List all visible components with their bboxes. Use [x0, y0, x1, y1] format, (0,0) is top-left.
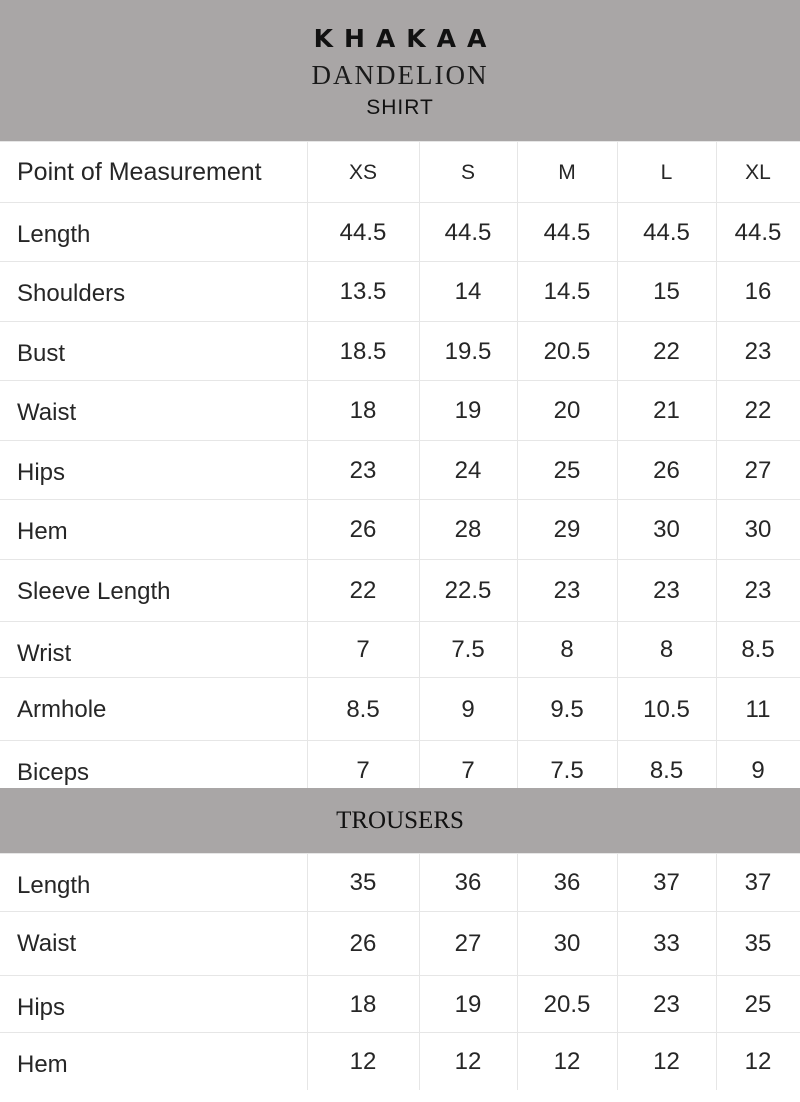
measurement-value: 26: [349, 930, 377, 957]
measurement-value: 44.5: [444, 218, 492, 246]
column-divider: [419, 622, 420, 678]
measurement-value: 18: [349, 990, 377, 1018]
column-divider: [419, 441, 420, 500]
column-divider: [419, 854, 420, 912]
measurement-value: 23: [653, 577, 680, 604]
measurement-value: 8.5: [649, 756, 684, 784]
measurement-value: 7.5: [550, 756, 584, 784]
measurement-value: 30: [744, 516, 772, 543]
table-header-row: [0, 141, 800, 203]
measurement-value: 29: [553, 516, 581, 543]
measurement-value: 13.5: [339, 278, 387, 305]
column-header-label: Point of Measurement: [17, 158, 262, 186]
measurement-value: 22: [744, 397, 772, 424]
column-divider: [307, 142, 308, 203]
column-divider: [517, 142, 518, 203]
column-divider: [517, 622, 518, 678]
measurement-value: 9: [461, 695, 475, 723]
measurement-value: 20: [553, 397, 581, 424]
measurement-value: 18.5: [339, 337, 387, 365]
measurement-value: 12: [553, 1047, 581, 1075]
measurement-value: 26: [653, 456, 680, 484]
column-divider: [716, 560, 717, 622]
trousers-section-title: TROUSERS: [0, 788, 800, 853]
measurement-value: 44.5: [339, 218, 387, 246]
measurement-label: Waist: [17, 930, 77, 957]
brand-logo: KHAKAA: [313, 24, 498, 53]
measurement-value: 20.5: [543, 990, 591, 1018]
column-divider: [517, 678, 518, 741]
measurement-label: Hips: [17, 994, 66, 1021]
column-divider: [716, 381, 717, 441]
table-row: [0, 440, 800, 500]
measurement-value: 28: [454, 516, 482, 543]
measurement-value: 44.5: [543, 218, 591, 246]
size-header-xs: XS: [348, 160, 377, 184]
measurement-value: 20.5: [543, 337, 591, 365]
column-divider: [517, 500, 518, 560]
measurement-value: 10.5: [643, 695, 690, 723]
column-divider: [716, 1033, 717, 1090]
column-divider: [307, 262, 308, 322]
column-divider: [517, 560, 518, 622]
collection-title: DANDELION: [311, 60, 489, 90]
column-divider: [307, 854, 308, 912]
measurement-label: Armhole: [17, 696, 107, 723]
measurement-label: Length: [17, 221, 91, 248]
measurement-label: Bust: [17, 340, 66, 367]
column-divider: [617, 142, 618, 203]
column-divider: [517, 322, 518, 381]
column-divider: [307, 678, 308, 741]
column-divider: [617, 854, 618, 912]
measurement-value: 27: [744, 456, 772, 484]
measurement-value: 44.5: [643, 218, 690, 246]
measurement-value: 21: [653, 397, 680, 424]
measurement-value: 8: [560, 636, 574, 663]
measurement-value: 8: [659, 636, 674, 663]
column-divider: [419, 381, 420, 441]
garment-title: SHIRT: [366, 96, 434, 119]
column-divider: [617, 912, 618, 976]
column-divider: [419, 912, 420, 976]
table-row: [0, 261, 800, 322]
table-row: [0, 380, 800, 441]
measurement-value: 24: [454, 456, 482, 484]
measurement-value: 25: [744, 990, 772, 1018]
column-divider: [617, 678, 618, 741]
column-divider: [307, 381, 308, 441]
measurement-label: Hips: [17, 459, 66, 486]
column-divider: [617, 622, 618, 678]
measurement-label: Wrist: [17, 640, 72, 667]
table-row: [0, 499, 800, 560]
size-header-m: M: [558, 160, 576, 184]
measurement-value: 25: [553, 456, 581, 484]
measurement-value: 7: [356, 636, 370, 663]
measurement-value: 23: [553, 577, 581, 604]
measurement-value: 9.5: [550, 695, 584, 723]
measurement-value: 9: [751, 756, 765, 784]
column-divider: [419, 500, 420, 560]
measurement-value: 19: [454, 397, 482, 424]
column-divider: [517, 976, 518, 1033]
measurement-label: Hem: [17, 518, 68, 545]
measurement-value: 18: [349, 397, 377, 424]
measurement-value: 23: [744, 577, 772, 604]
measurement-label: Sleeve Length: [17, 578, 171, 605]
column-divider: [517, 1033, 518, 1090]
table-row: [0, 202, 800, 262]
column-divider: [617, 560, 618, 622]
column-divider: [307, 622, 308, 678]
column-divider: [307, 203, 308, 262]
measurement-label: Shoulders: [17, 280, 126, 307]
measurement-value: 7: [356, 756, 370, 784]
measurement-value: 14: [454, 278, 482, 305]
measurement-label: Waist: [17, 399, 77, 426]
column-divider: [716, 622, 717, 678]
column-divider: [617, 262, 618, 322]
column-divider: [419, 262, 420, 322]
measurement-value: 35: [349, 869, 377, 896]
column-divider: [419, 678, 420, 741]
column-divider: [716, 262, 717, 322]
measurement-value: 44.5: [734, 218, 782, 246]
table-row: [0, 677, 800, 741]
measurement-value: 30: [553, 930, 581, 957]
measurement-value: 36: [454, 869, 482, 896]
table-row: [0, 321, 800, 381]
column-divider: [617, 441, 618, 500]
measurement-value: 36: [553, 869, 581, 896]
size-header-l: L: [660, 160, 673, 184]
column-divider: [716, 854, 717, 912]
column-divider: [307, 976, 308, 1033]
column-divider: [307, 560, 308, 622]
column-divider: [617, 1033, 618, 1090]
measurement-value: 19.5: [444, 337, 492, 365]
measurement-value: 23: [349, 456, 377, 484]
column-divider: [419, 560, 420, 622]
measurement-value: 22: [653, 337, 680, 365]
size-header-xl: XL: [745, 160, 771, 184]
measurement-value: 19: [454, 990, 482, 1018]
column-divider: [716, 678, 717, 741]
column-divider: [716, 322, 717, 381]
measurement-value: 12: [653, 1047, 680, 1075]
column-divider: [307, 441, 308, 500]
measurement-value: 7.5: [451, 636, 485, 663]
size-header-s: S: [460, 160, 475, 184]
column-divider: [307, 912, 308, 976]
column-divider: [517, 262, 518, 322]
column-divider: [716, 500, 717, 560]
table-row: [0, 1032, 800, 1090]
column-divider: [419, 203, 420, 262]
column-divider: [617, 381, 618, 441]
column-divider: [617, 976, 618, 1033]
column-divider: [716, 142, 717, 203]
measurement-value: 35: [744, 930, 772, 957]
column-divider: [617, 203, 618, 262]
measurement-value: 12: [454, 1047, 482, 1075]
table-row: [0, 559, 800, 622]
column-divider: [517, 441, 518, 500]
measurement-label: Hem: [17, 1051, 68, 1078]
size-chart-header: [0, 0, 800, 141]
column-divider: [716, 976, 717, 1033]
column-divider: [716, 912, 717, 976]
measurement-value: 23: [653, 990, 680, 1018]
measurement-value: 15: [653, 278, 680, 305]
column-divider: [716, 441, 717, 500]
measurement-value: 8.5: [346, 695, 380, 723]
measurement-label: Biceps: [17, 759, 90, 786]
measurement-value: 30: [653, 516, 680, 543]
measurement-value: 26: [349, 516, 377, 543]
measurement-value: 7: [461, 756, 475, 784]
measurement-value: 12: [349, 1047, 377, 1075]
measurement-value: 12: [744, 1047, 772, 1075]
column-divider: [617, 322, 618, 381]
column-divider: [517, 203, 518, 262]
measurement-value: 22: [349, 577, 377, 604]
measurement-label: Length: [17, 872, 91, 899]
column-divider: [419, 142, 420, 203]
measurement-value: 37: [653, 869, 680, 896]
column-divider: [517, 854, 518, 912]
measurement-value: 11: [745, 695, 771, 723]
column-divider: [419, 976, 420, 1033]
column-divider: [307, 322, 308, 381]
measurement-value: 22.5: [444, 577, 492, 604]
measurement-value: 37: [744, 869, 772, 896]
column-divider: [419, 1033, 420, 1090]
column-divider: [716, 203, 717, 262]
column-divider: [419, 322, 420, 381]
column-divider: [517, 912, 518, 976]
measurement-value: 23: [744, 337, 772, 365]
measurement-value: 33: [653, 930, 680, 957]
table-row: [0, 911, 800, 976]
measurement-value: 14.5: [543, 278, 591, 305]
column-divider: [307, 1033, 308, 1090]
table-row: [0, 975, 800, 1033]
column-divider: [517, 381, 518, 441]
measurement-value: 8.5: [741, 636, 775, 663]
table-row: [0, 621, 800, 678]
measurement-value: 16: [744, 278, 772, 305]
table-row: [0, 853, 800, 912]
column-divider: [617, 500, 618, 560]
measurement-value: 27: [454, 930, 482, 957]
column-divider: [307, 500, 308, 560]
